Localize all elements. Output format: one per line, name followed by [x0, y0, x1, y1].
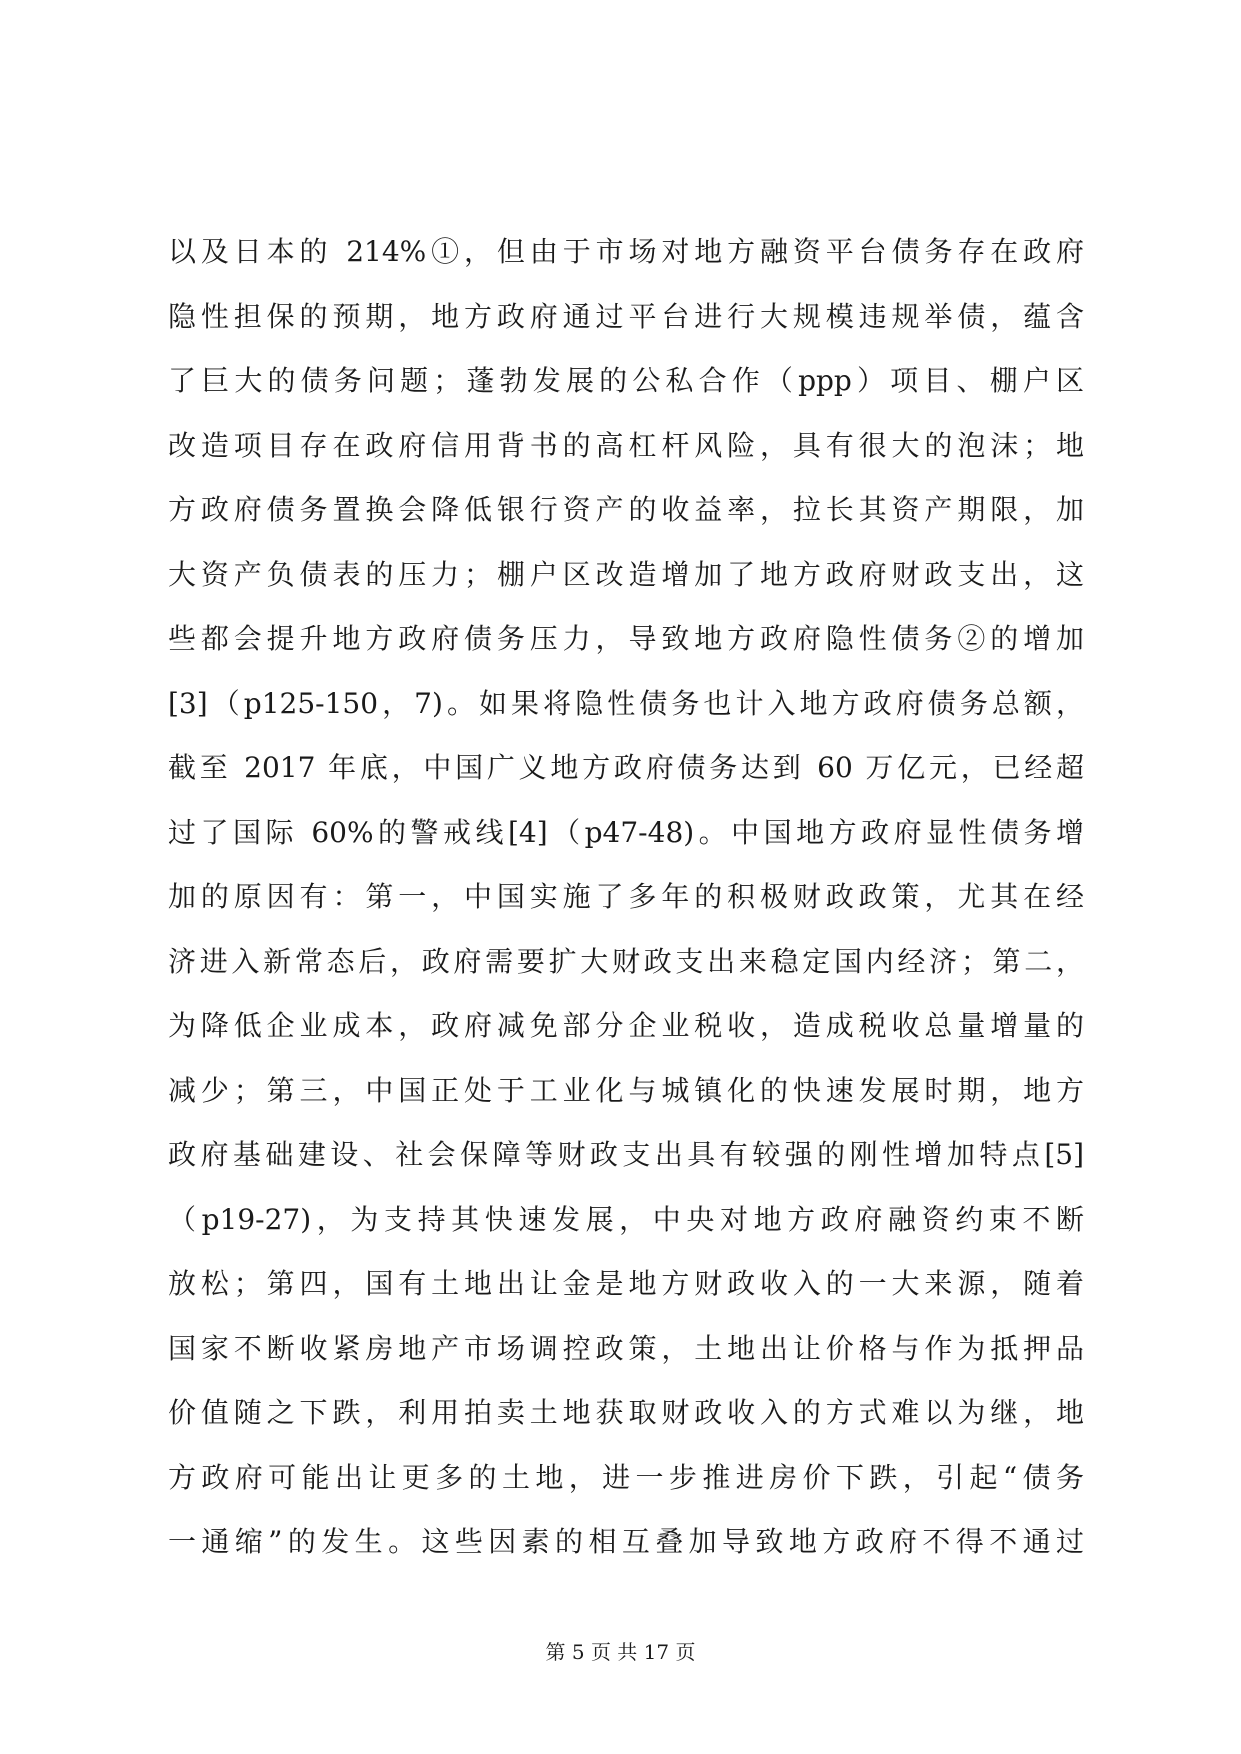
text-line: 过了国际 60%的警戒线[4]（p47-48)。中国地方政府显性债务增: [168, 815, 1084, 849]
text-line: 方政府可能出让更多的土地，进一步推进房价下跌，引起“债务: [168, 1460, 1084, 1494]
text-line: 截至 2017 年底，中国广义地方政府债务达到 60 万亿元，已经超: [168, 751, 1084, 784]
text-line: 减少；第三，中国正处于工业化与城镇化的快速发展时期，地方: [168, 1073, 1084, 1107]
text-line: 了巨大的债务问题；蓬勃发展的公私合作（ppp）项目、棚户区: [168, 364, 1084, 397]
text-line: 方政府债务置换会降低银行资产的收益率，拉长其资产期限，加: [168, 493, 1084, 526]
text-line: 隐性担保的预期，地方政府通过平台进行大规模违规举债，蕴含: [168, 299, 1084, 333]
page-footer: 第 5 页 共 17 页: [545, 1640, 696, 1664]
text-line: 为降低企业成本，政府减免部分企业税收，造成税收总量增量的: [168, 1009, 1084, 1042]
text-line: 一通缩”的发生。这些因素的相互叠加导致地方政府不得不通过: [168, 1525, 1084, 1558]
text-line: 加的原因有：第一，中国实施了多年的积极财政政策，尤其在经: [168, 880, 1084, 913]
text-line: [3]（p125-150，7)。如果将隐性债务也计入地方政府债务总额，: [168, 686, 1084, 720]
text-line: 放松；第四，国有土地出让金是地方财政收入的一大来源，随着: [168, 1267, 1084, 1300]
body-text: [168, 234, 1084, 1589]
text-line: 济进入新常态后，政府需要扩大财政支出来稳定国内经济；第二，: [168, 944, 1084, 978]
text-line: 些都会提升地方政府债务压力，导致地方政府隐性债务②的增加: [168, 622, 1084, 655]
text-line: 大资产负债表的压力；棚户区改造增加了地方政府财政支出，这: [168, 557, 1084, 591]
text-line: 国家不断收紧房地产市场调控政策，土地出让价格与作为抵押品: [168, 1331, 1084, 1365]
text-line: 价值随之下跌，利用拍卖土地获取财政收入的方式难以为继，地: [168, 1396, 1084, 1429]
text-line: 改造项目存在政府信用背书的高杠杆风险，具有很大的泡沫；地: [168, 428, 1084, 462]
text-line: 以及日本的 214%①，但由于市场对地方融资平台债务存在政府: [168, 235, 1084, 268]
text-line: 政府基础建设、社会保障等财政支出具有较强的刚性增加特点[5]: [168, 1138, 1084, 1171]
text-line: （p19-27)，为支持其快速发展，中央对地方政府融资约束不断: [168, 1202, 1084, 1236]
